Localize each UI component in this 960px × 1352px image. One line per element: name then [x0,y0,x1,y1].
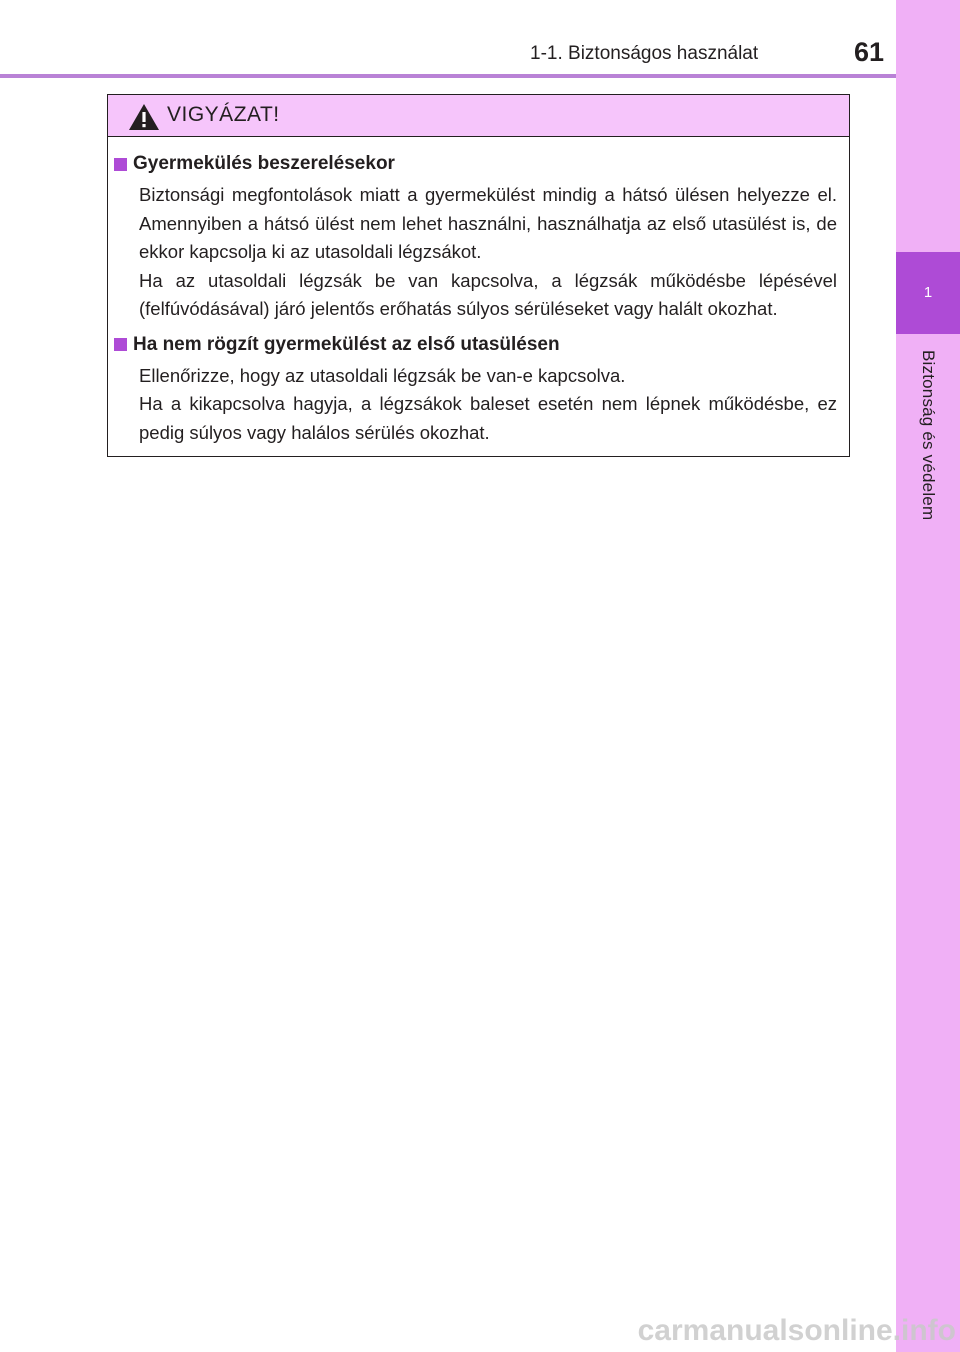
watermark: carmanualsonline.info [637,1314,956,1347]
chapter-number: 1 [896,252,960,334]
caution-paragraph: Ha az utasoldali légzsák be van kapcsolva, a légzsák működésbe lépésével (felfúvódásával) járó jelentős erőhatás súlyos sérüléseket vagy halált okozhat. [139,269,837,319]
chapter-label: Biztonság és védelem [919,350,938,521]
caution-header [108,95,849,137]
chapter-side-tab [896,0,960,1352]
caution-paragraph: Biztonsági megfontolások miatt a gyermekülést mindig a hátsó ülésen helyezze el. Amennyiben a hátsó ülést nem lehet használni, használhatja az első utasülést is, de ekkor kapcsolja ki az utasoldali légzsákot. [139,184,837,262]
square-bullet-icon [114,338,127,351]
header-divider [0,74,896,78]
warning-triangle-icon [128,103,160,131]
caution-title: VIGYÁZAT! [167,103,280,126]
caution-paragraph: Ellenőrizze, hogy az utasoldali légzsák be van-e kapcsolva. [139,364,626,386]
section-title: 1-1. Biztonságos használat [530,43,759,64]
caution-paragraph: Ha a kikapcsolva hagyja, a légzsákok baleset esetén nem lépnek működésbe, ez pedig súlyos vagy halálos sérülés okozhat. [139,393,837,443]
caution-subheading [114,332,837,358]
page-number: 61 [854,37,885,67]
caution-body [108,137,849,447]
subheading-text: Ha nem rögzít gyermekülést az első utasülésen [133,333,560,355]
caution-box [107,94,850,457]
subheading-text: Gyermekülés beszerelésekor [133,153,395,174]
square-bullet-icon [114,158,127,171]
caution-subheading [114,151,837,177]
